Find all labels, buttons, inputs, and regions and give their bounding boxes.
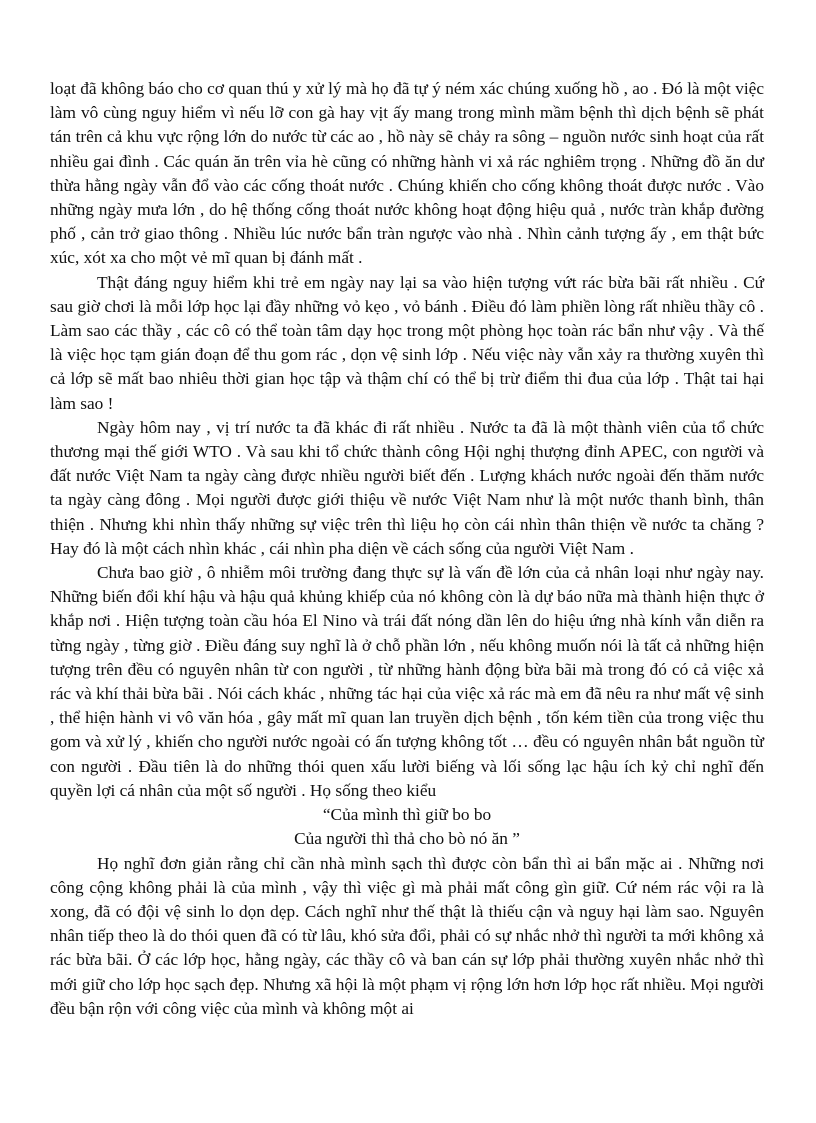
paragraph-country-image: Ngày hôm nay , vị trí nước ta đã khác đi rất nhiều . Nước ta đã là một thành viên của tổ chức thương mại thế giới WTO . Và sau khi tổ chức thành công Hội nghị thượng đỉnh APEC, con người và đất nước Việt Nam ta ngày càng được nhiều người biết đến . Lượng khách nước ngoài đến thăm nước ta ngày càng đông . Mọi người được giới thiệu về nước Việt Nam như là một nước thanh bình, thân thiện . Nhưng khi nhìn thấy những sự việc trên thì liệu họ còn cái nhìn thân thiện về nước ta chăng ? Hay đó là một cách nhìn khác , cái nhìn pha diện về cách sống của người Việt Nam .: [50, 417, 764, 558]
quote-line-1: “Của mình thì giữ bo bo: [322, 805, 492, 825]
document-page: [50, 77, 764, 1021]
paragraph-environment-pollution: Chưa bao giờ , ô nhiễm môi trường đang thực sự là vấn đề lớn của cả nhân loại như ngày nay. Những biến đổi khí hậu và hậu quả khủng khiếp của nó không còn là dự báo nữa mà thành hiện thực ở khắp nơi . Hiện tượng toàn cầu hóa El Nino và trái đất nóng dần lên do hiệu ứng nhà kính vẫn diễn ra từng ngày , từng giờ . Điều đáng suy nghĩ là ở chỗ phần lớn , nếu không muốn nói là tất cả những hiện tượng trên đều có nguyên nhân từ con người , từ những hành động bừa bãi mà trong đó có cả việc xả rác và khí thải bừa bãi . Nói cách khác , những tác hại của việc xả rác mà em đã nêu ra như mất vệ sinh , thể hiện hành vi vô văn hóa , gây mất mĩ quan lan truyền dịch bệnh , tốn kém tiền của trong việc thu gom và xử lý , khiến cho người nước ngoài có ấn tượng không tốt … đều có nguyên nhân bắt nguồn từ con người . Đầu tiên là do những thói quen xấu lười biếng và lối sống lạc hậu ích kỷ chỉ nghĩ đến quyền lợi cá nhân của một số người . Họ sống theo kiểu: [50, 563, 764, 800]
paragraph-continuation: loạt đã không báo cho cơ quan thú y xử lý mà họ đã tự ý ném xác chúng xuống hồ , ao . Đó là một việc làm vô cùng nguy hiểm vì nếu lỡ con gà hay vịt ấy mang trong mình mầm bệnh thì dịch bệnh sẽ phát tán trên cả khu vực rộng lớn do nước từ các ao , hồ này sẽ chảy ra sông – nguồn nước sinh hoạt của rất nhiều gai đình . Các quán ăn trên vỉa hè cũng có những hành vi xả rác nghiêm trọng . Những đồ ăn dư thừa hằng ngày vẫn đổ vào các cống thoát nước . Chúng khiến cho cống không thoát được nước . Vào những ngày mưa lớn , do hệ thống cống thoát nước không hoạt động hiệu quả , nước tràn khắp đường phố , cản trở giao thông . Nhiều lúc nước bẩn tràn ngược vào nhà . Nhìn cảnh tượng ấy , em thật bức xúc, xót xa cho một vẻ mĩ quan bị đánh mất .: [50, 79, 764, 268]
quote-line-2: Của người thì thả cho bò nó ăn ”: [294, 829, 520, 849]
paragraph-children-littering: Thật đáng nguy hiểm khi trẻ em ngày nay lại sa vào hiện tượng vứt rác bừa bãi rất nhiều . Cứ sau giờ chơi là mỗi lớp học lại đầy những vỏ kẹo , vỏ bánh . Điều đó làm phiền lòng rất nhiều thầy cô . Làm sao các thầy , các cô có thể toàn tâm dạy học trong một phòng học toàn rác bẩn như vậy . Và thế là việc học tạm gián đoạn để thu gom rác , dọn vệ sinh lớp . Nếu việc này vẫn xảy ra thường xuyên thì cả lớp sẽ mất bao nhiêu thời gian học tập và thậm chí có thể bị trừ điểm thi đua của lớp . Thật tai hại làm sao !: [50, 272, 764, 413]
paragraph-selfish-thinking: Họ nghĩ đơn giản rằng chỉ cần nhà mình sạch thì được còn bẩn thì ai bẩn mặc ai . Những nơi công cộng không phải là của mình , vậy thì việc gì mà phải mất công gìn giữ. Cứ ném rác vội ra là xong, đã có đội vệ sinh lo dọn dẹp. Cách nghĩ như thế thật là thiếu cận và nguy hại làm sao. Nguyên nhân tiếp theo là do thói quen đã có từ lâu, khó sửa đổi, phải có sự nhắc nhở thì người ta mới không xả rác bừa bãi. Ở các lớp học, hằng ngày, các thầy cô và ban cán sự lớp phải thường xuyên nhắc nhở thì mới giữ cho lớp học sạch đẹp. Nhưng xã hội là một phạm vị rộng lớn hơn lớp học rất nhiều. Mọi người đều bận rộn với công việc của mình và không một ai: [50, 853, 764, 1018]
